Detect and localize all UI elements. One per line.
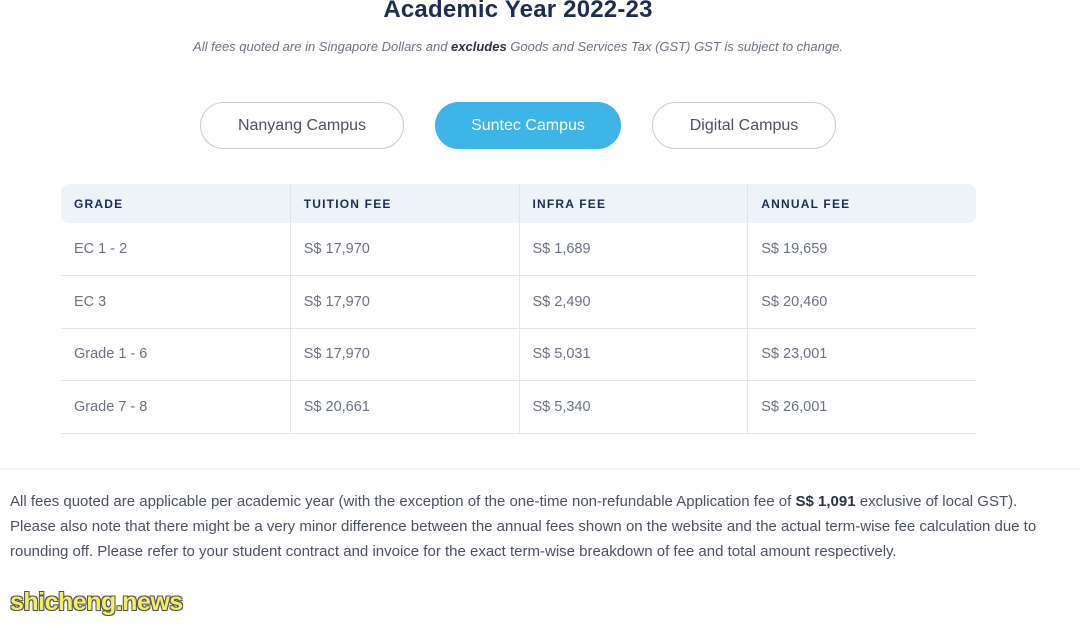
watermark: shicheng.news (10, 588, 183, 616)
page-subtitle (0, 39, 1036, 54)
section-divider (0, 468, 1080, 470)
campus-tabs (200, 102, 840, 150)
subtitle-emphasis: excludes (451, 39, 507, 54)
subtitle-text-start: All fees quoted are in Singapore Dollars and (193, 39, 452, 54)
note-application-fee (10, 489, 1074, 514)
tab-nanyang-campus[interactable]: Nanyang Campus (200, 102, 404, 149)
cell-infra-fee: S$ 5,340 (519, 381, 748, 433)
fee-table (61, 184, 976, 434)
cell-annual-fee: S$ 19,659 (747, 223, 976, 275)
cell-tuition-fee: S$ 17,970 (290, 223, 519, 275)
tab-digital-campus[interactable]: Digital Campus (652, 102, 836, 149)
cell-infra-fee: S$ 2,490 (519, 276, 748, 328)
cell-grade: Grade 1 - 6 (74, 346, 148, 363)
table-row (61, 381, 976, 434)
column-header-grade: GRADE (74, 196, 124, 211)
cell-grade: Grade 7 - 8 (74, 398, 148, 415)
subtitle-text-end: Goods and Services Tax (GST) GST is subject to change. (506, 39, 843, 54)
table-body (61, 223, 976, 434)
cell-infra-fee: S$ 5,031 (519, 329, 748, 381)
column-header-tuition-fee: TUITION FEE (290, 184, 519, 223)
note-rounding: Please also note that there might be a very minor difference between the annual fees shown on the website and the actual term-wise fee calculation due to rounding off. Please refer to your student contract and invoice for the exact term-wise breakdown of fee and total amount respectively. (10, 518, 1037, 560)
cell-tuition-fee: S$ 17,970 (290, 276, 519, 328)
column-header-infra-fee: INFRA FEE (519, 184, 748, 223)
column-header-annual-fee: ANNUAL FEE (747, 184, 976, 223)
table-row (61, 329, 976, 382)
table-row (61, 223, 976, 276)
table-row (61, 276, 976, 329)
note-text-start: All fees quoted are applicable per academic year (with the exception of the one-time non-refundable Application fee of (10, 493, 796, 510)
note-text-end: exclusive of local GST). (855, 493, 1018, 510)
cell-grade: EC 3 (74, 293, 107, 310)
cell-grade: EC 1 - 2 (74, 241, 128, 257)
application-fee-amount: S$ 1,091 (795, 493, 856, 510)
cell-tuition-fee: S$ 17,970 (290, 329, 519, 381)
cell-annual-fee: S$ 26,001 (747, 381, 976, 433)
cell-annual-fee: S$ 23,001 (747, 329, 976, 381)
tab-suntec-campus[interactable]: Suntec Campus (435, 102, 621, 149)
cell-infra-fee: S$ 1,689 (519, 223, 748, 275)
page-title: Academic Year 2022-23 (383, 0, 653, 23)
cell-tuition-fee: S$ 20,661 (290, 381, 519, 433)
fee-notes (10, 489, 1074, 564)
cell-annual-fee: S$ 20,460 (747, 276, 976, 328)
table-header (61, 184, 976, 223)
